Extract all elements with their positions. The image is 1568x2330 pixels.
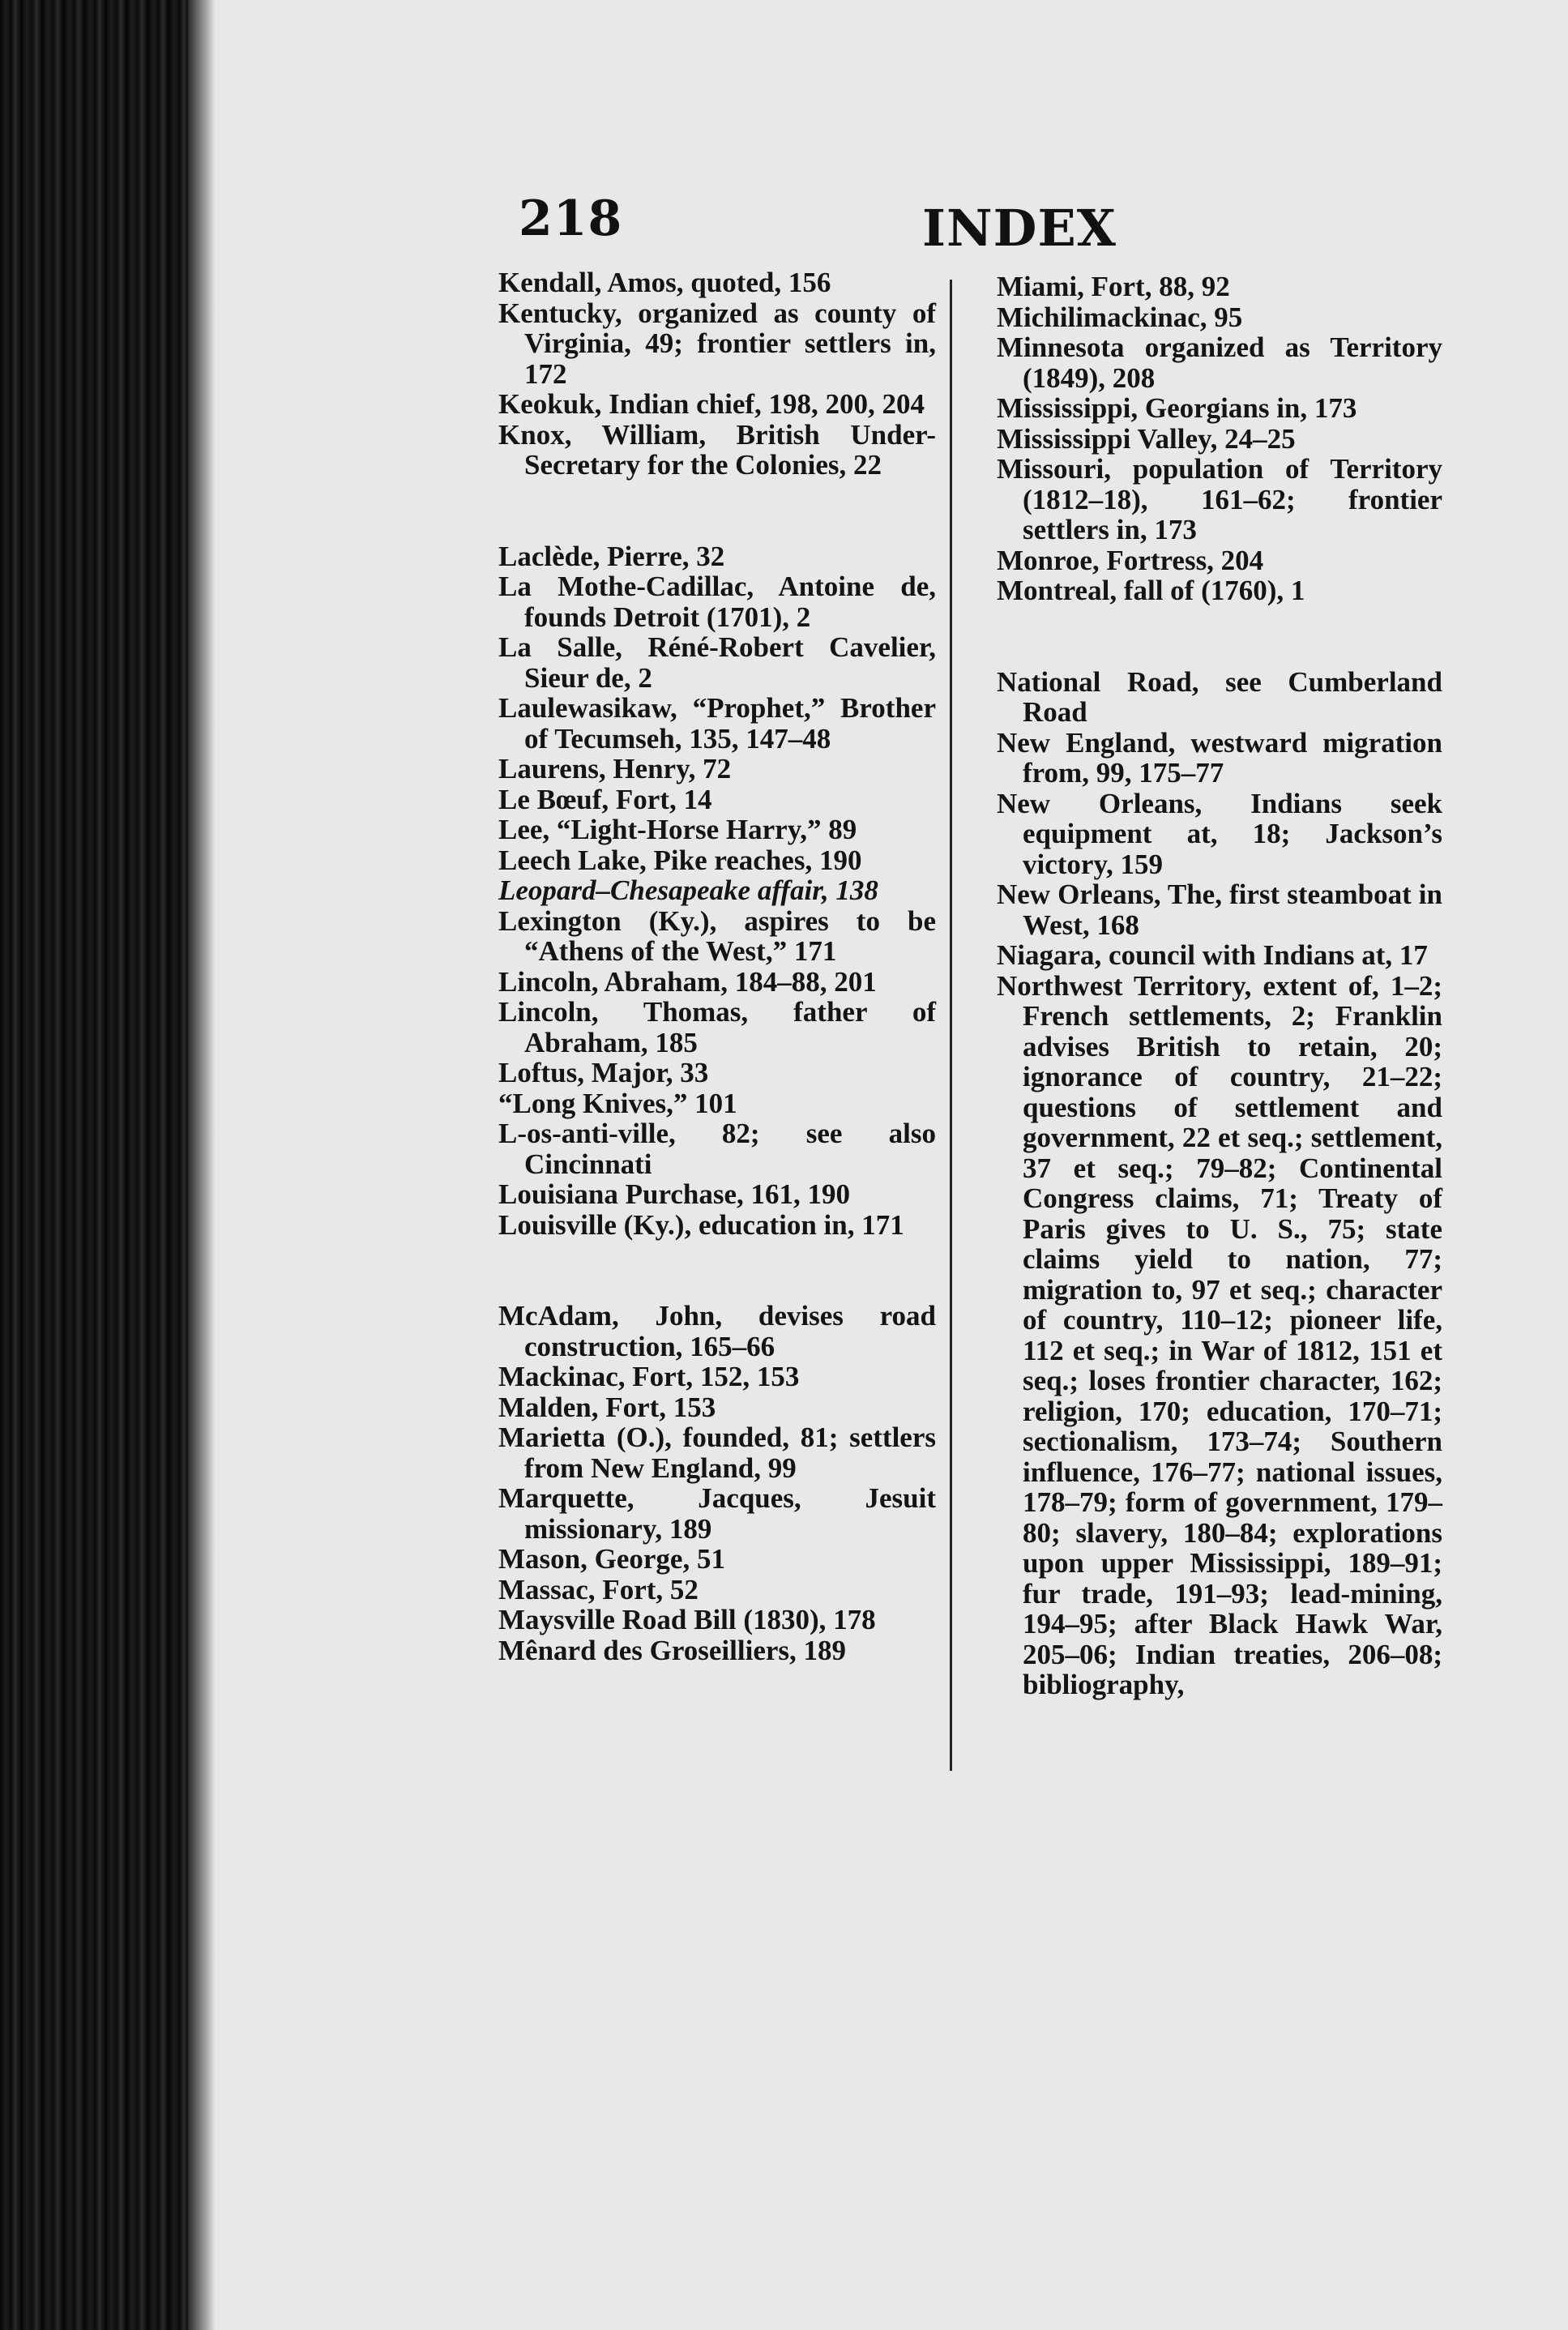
column-divider <box>950 280 952 1771</box>
section-gap <box>997 606 1442 667</box>
index-entry: New England, westward migration from, 99, 175–77 <box>997 726 1442 789</box>
index-column-right <box>997 271 1442 1700</box>
section-gap <box>498 481 936 541</box>
index-entry: Massac, Fort, 52 <box>498 1573 699 1605</box>
index-entry: Mason, George, 51 <box>498 1543 725 1575</box>
index-entry: Lincoln, Abraham, 184–88, 201 <box>498 965 877 998</box>
index-entry: Missouri, population of Territory (1812–18), 161–62; frontier settlers in, 173 <box>997 453 1442 545</box>
index-entry: Loftus, Major, 33 <box>498 1057 709 1088</box>
page-edge-shadow <box>188 0 216 2330</box>
index-entry: Kentucky, organized as county of Virginia, 49; frontier settlers in, 172 <box>498 297 936 390</box>
index-entry: La Salle, Réné-Robert Cavelier, Sieur de, 2 <box>498 631 936 694</box>
index-entry: Miami, Fort, 88, 92 <box>997 271 1230 302</box>
index-entry: Leech Lake, Pike reaches, 190 <box>498 844 862 876</box>
index-entry: Northwest Territory, extent of, 1–2; French settlements, 2; Franklin advises British to retain, 20; ignorance of country, 21–22; questions of settlement and government, 22 et seq.; settlement, 37 et seq.; 79–82; Continental Congress claims, 71; Treaty of Paris gives to U. S., 75; state claims yield to nation, 77; migration to, 97 et seq.; character of country, 110–12; pioneer life, 112 et seq.; in War of 1812, 151 et seq.; loses frontier character, 162; religion, 170; education, 170–71; sectionalism, 173–74; Southern influence, 176–77; national issues, 178–79; form of government, 179–80; slavery, 180–84; explorations upon upper Mississippi, 189–91; fur trade, 191–93; lead-mining, 194–95; after Black Hawk War, 205–06; Indian treaties, 206–08; bibliography, <box>997 969 1442 1700</box>
index-entry: Laclède, Pierre, 32 <box>498 540 725 572</box>
index-entry: Niagara, council with Indians at, 17 <box>997 939 1428 971</box>
book-spine <box>0 0 211 2330</box>
index-entry: Mississippi Valley, 24–25 <box>997 422 1296 455</box>
index-entry: Louisiana Purchase, 161, 190 <box>498 1178 850 1210</box>
index-entry: Marietta (O.), founded, 81; settlers from New England, 99 <box>498 1422 936 1484</box>
index-entry: Maysville Road Bill (1830), 178 <box>498 1604 876 1635</box>
index-entry: Kendall, Amos, quoted, 156 <box>498 267 831 298</box>
index-entry: Mackinac, Fort, 152, 153 <box>498 1361 800 1392</box>
index-entry: Mênard des Groseilliers, 189 <box>498 1634 847 1666</box>
index-entry: “Long Knives,” 101 <box>498 1087 737 1119</box>
index-entry: Knox, William, British Under-Secretary for the Colonies, 22 <box>498 418 936 481</box>
index-entry: Laurens, Henry, 72 <box>498 753 732 785</box>
index-entry: New Orleans, The, first steamboat in West, 168 <box>997 879 1442 941</box>
index-entry: Monroe, Fortress, 204 <box>997 544 1264 576</box>
index-entry: Lexington (Ky.), aspires to be “Athens of the West,” 171 <box>498 904 936 967</box>
index-entry: Marquette, Jacques, Jesuit missionary, 189 <box>498 1482 936 1545</box>
index-entry: McAdam, John, devises road construction, 165–66 <box>498 1300 936 1362</box>
index-entry: New Orleans, Indians seek equipment at, 18; Jackson’s victory, 159 <box>997 787 1442 880</box>
page-title: INDEX <box>922 199 1117 258</box>
index-entry: National Road, see Cumberland Road <box>997 665 1442 728</box>
index-entry: Lee, “Light-Horse Harry,” 89 <box>498 814 857 845</box>
index-entry: Laulewasikaw, “Prophet,” Brother of Tecumseh, 135, 147–48 <box>498 692 936 755</box>
index-entry: Mississippi, Georgians in, 173 <box>997 392 1357 424</box>
index-entry: Leopard–Chesapeake affair, 138 <box>498 874 878 906</box>
index-entry: Michilimackinac, 95 <box>997 301 1243 333</box>
index-entry: Minnesota organized as Territory (1849), 208 <box>997 331 1442 394</box>
index-entry: Keokuk, Indian chief, 198, 200, 204 <box>498 388 925 420</box>
index-column-left <box>498 267 936 1665</box>
index-entry: La Mothe-Cadillac, Antoine de, founds Detroit (1701), 2 <box>498 571 936 633</box>
index-entry: Le Bœuf, Fort, 14 <box>498 783 712 815</box>
index-entry: Lincoln, Thomas, father of Abraham, 185 <box>498 996 936 1058</box>
index-entry: Malden, Fort, 153 <box>498 1391 716 1423</box>
index-entry: Montreal, fall of (1760), 1 <box>997 575 1305 606</box>
index-entry: L-os-anti-ville, 82; see also Cincinnati <box>498 1118 936 1180</box>
page-number: 218 <box>519 190 623 247</box>
section-gap <box>498 1240 936 1301</box>
index-entry: Louisville (Ky.), education in, 171 <box>498 1208 904 1241</box>
